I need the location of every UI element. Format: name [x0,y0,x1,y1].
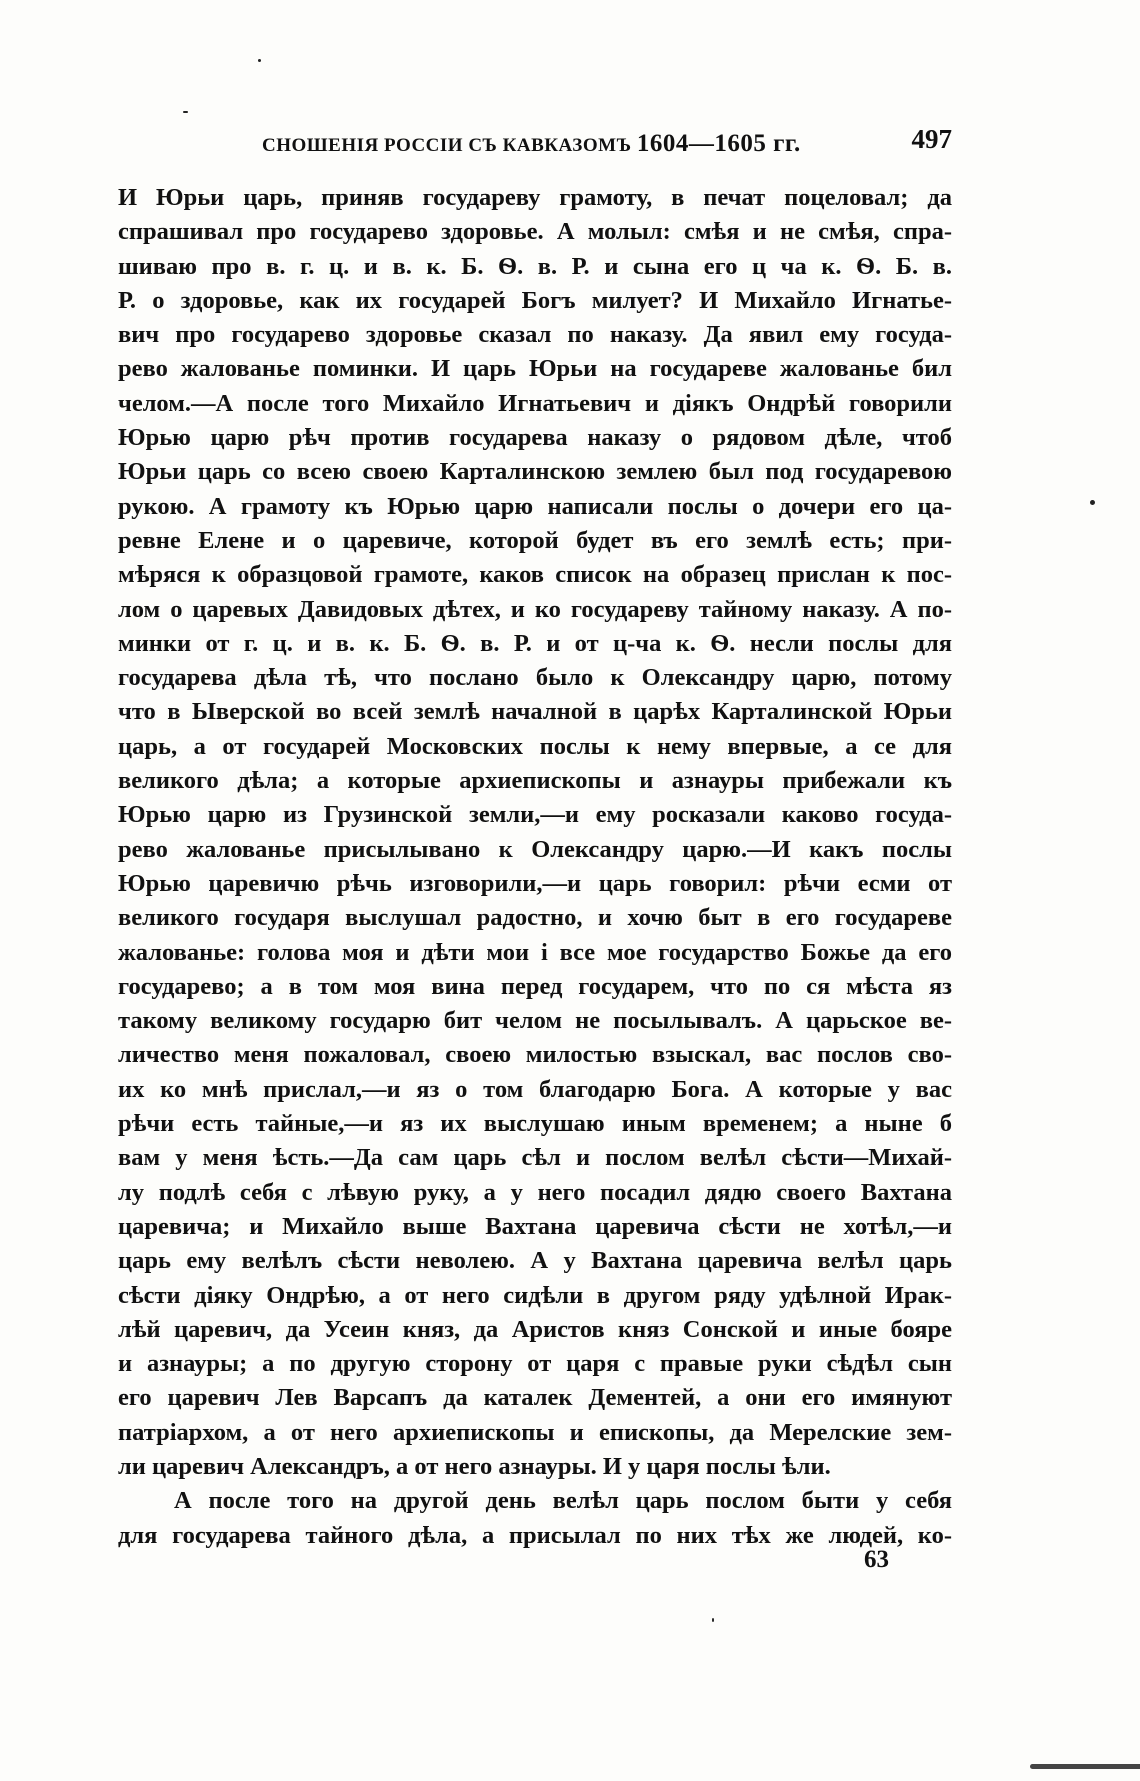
text-line: вам у меня ѣсть.—Да сам царь сѣл и послом велѣл сѣсти—Михай- [118,1144,952,1172]
header-years: 1604—1605 гг. [636,130,801,157]
text-line: и азнауры; а по другую сторону от царя с правые руки сѣдѣл сын [118,1350,952,1378]
text-line: минки от г. ц. и в. к. Б. Ѳ. в. Р. и от ц-ча к. Ѳ. несли послы для [118,629,952,657]
text-line: великого государя выслушал радостно, и хочю быт в его государеве [118,904,952,932]
text-line: жалованье: голова моя и дѣти мои і все мое государство Божье да его [118,938,952,966]
text-line: лу подлѣ себя с лѣвую руку, а у него посадил дядю своего Вахтана [118,1178,952,1206]
text-line: царь ему велѣлъ сѣсти неволею. А у Вахтана царевича велѣл царь [118,1247,952,1275]
text-line: рево жалованье присылывано к Олександру царю.—И какъ послы [118,835,952,863]
text-line: рево жалованье поминки. И царь Юрьи на государеве жалованье бил [118,355,952,383]
text-line: великого дѣла; а которые архиепископы и азнауры прибежали къ [118,767,952,795]
text-line: лѣй царевич, да Усеин княз, да Аристов княз Сонской и иные бояре [118,1315,952,1343]
text-line: патріархом, а от него архиепископы и епископы, да Мерелские зем- [118,1418,952,1446]
text-line: их ко мнѣ прислал,—и яз о том благодарю Бога. А которые у вас [118,1075,952,1103]
text-line: И Юрьи царь, приняв государеву грамоту, в печат поцеловал; да [118,184,952,211]
scan-edge-mark [1030,1764,1140,1769]
text-line: вич про государево здоровье сказал по наказу. Да явил ему госуда- [118,321,952,349]
text-line: царевича; и Михайло выше Вахтана царевича сѣсти не хотѣл,—и [118,1212,952,1240]
text-line: рѣчи есть тайные,—и яз их выслушаю иным временем; а ныне б [118,1110,952,1138]
text-line-paragraph-start: А после того на другой день велѣл царь послом быти у себя [174,1487,952,1515]
body-text [118,181,952,1553]
text-line: спрашивал про государево здоровье. А молыл: смѣя и не смѣя, спра- [118,218,952,246]
text-line: челом.—А после того Михайло Игнатьевич и діякъ Ондрѣй говорили [118,389,952,417]
text-line: ревне Елене и о царевиче, которой будет въ его землѣ есть; при- [118,526,952,554]
text-line: лом о царевых Давидовых дѣтех, и ко государеву тайному наказу. А по- [118,595,952,623]
text-line: Юрьи царь со всею своею Карталинскою землею был под государевою [118,458,952,486]
text-line: мѣряся к образцовой грамоте, каков список на образец прислан к пос- [118,561,952,589]
print-speck [258,59,261,62]
text-line: Р. о здоровье, как их государей Богъ милует? И Михайло Игнатье- [118,286,952,314]
running-header [262,124,952,164]
text-line: его царевич Лев Варсапъ да каталек Дементей, а они его имянуют [118,1384,952,1412]
text-line-paragraph-end: ли царевич Александръ, а от него азнауры. И у царя послы ѣли. [118,1452,831,1480]
text-line: рукою. А грамоту къ Юрью царю написали послы о дочери его ца- [118,492,952,520]
text-line: для государева тайного дѣла, а присылал по них тѣх же людей, ко- [118,1521,952,1549]
text-line: что в Ыверской во всей землѣ началной в царѣх Карталинской Юрьи [118,698,952,726]
text-line: личество меня пожаловал, своею милостью взыскал, вас послов сво- [118,1041,952,1069]
text-line: Юрью царевичю рѣчь изговорили,—и царь говорил: рѣчи есми от [118,869,952,897]
print-speck [183,111,188,113]
text-line: сѣсти діяку Ондрѣю, а от него сидѣли в другом ряду удѣлной Ирак- [118,1281,952,1309]
text-line: государево; а в том моя вина перед государем, что по ся мѣста яз [118,972,952,1000]
print-speck [712,1618,714,1622]
header-title-text: СНОШЕНІЯ РОССІИ СЪ КАВКАЗОМЪ [262,135,632,156]
page-number: 497 [911,124,952,154]
text-line: такому великому государю бит челом не посылывалъ. А царьское ве- [118,1007,952,1035]
text-line: шиваю про в. г. ц. и в. к. Б. Ѳ. в. Р. и сына его ц ча к. Ѳ. Б. в. [118,252,952,280]
text-line: Юрью царю из Грузинской земли,—и ему росказали каково госуда- [118,801,952,829]
signature-mark: 63 [864,1546,889,1573]
print-speck [1090,500,1095,505]
running-header-title [262,130,801,158]
text-line: Юрью царю рѣч против государева наказу о рядовом дѣле, чтоб [118,424,952,452]
text-line: государева дѣла тѣ, что послано было к Олександру царю, потому [118,664,952,692]
text-line: царь, а от государей Московских послы к нему впервые, а се для [118,732,952,760]
